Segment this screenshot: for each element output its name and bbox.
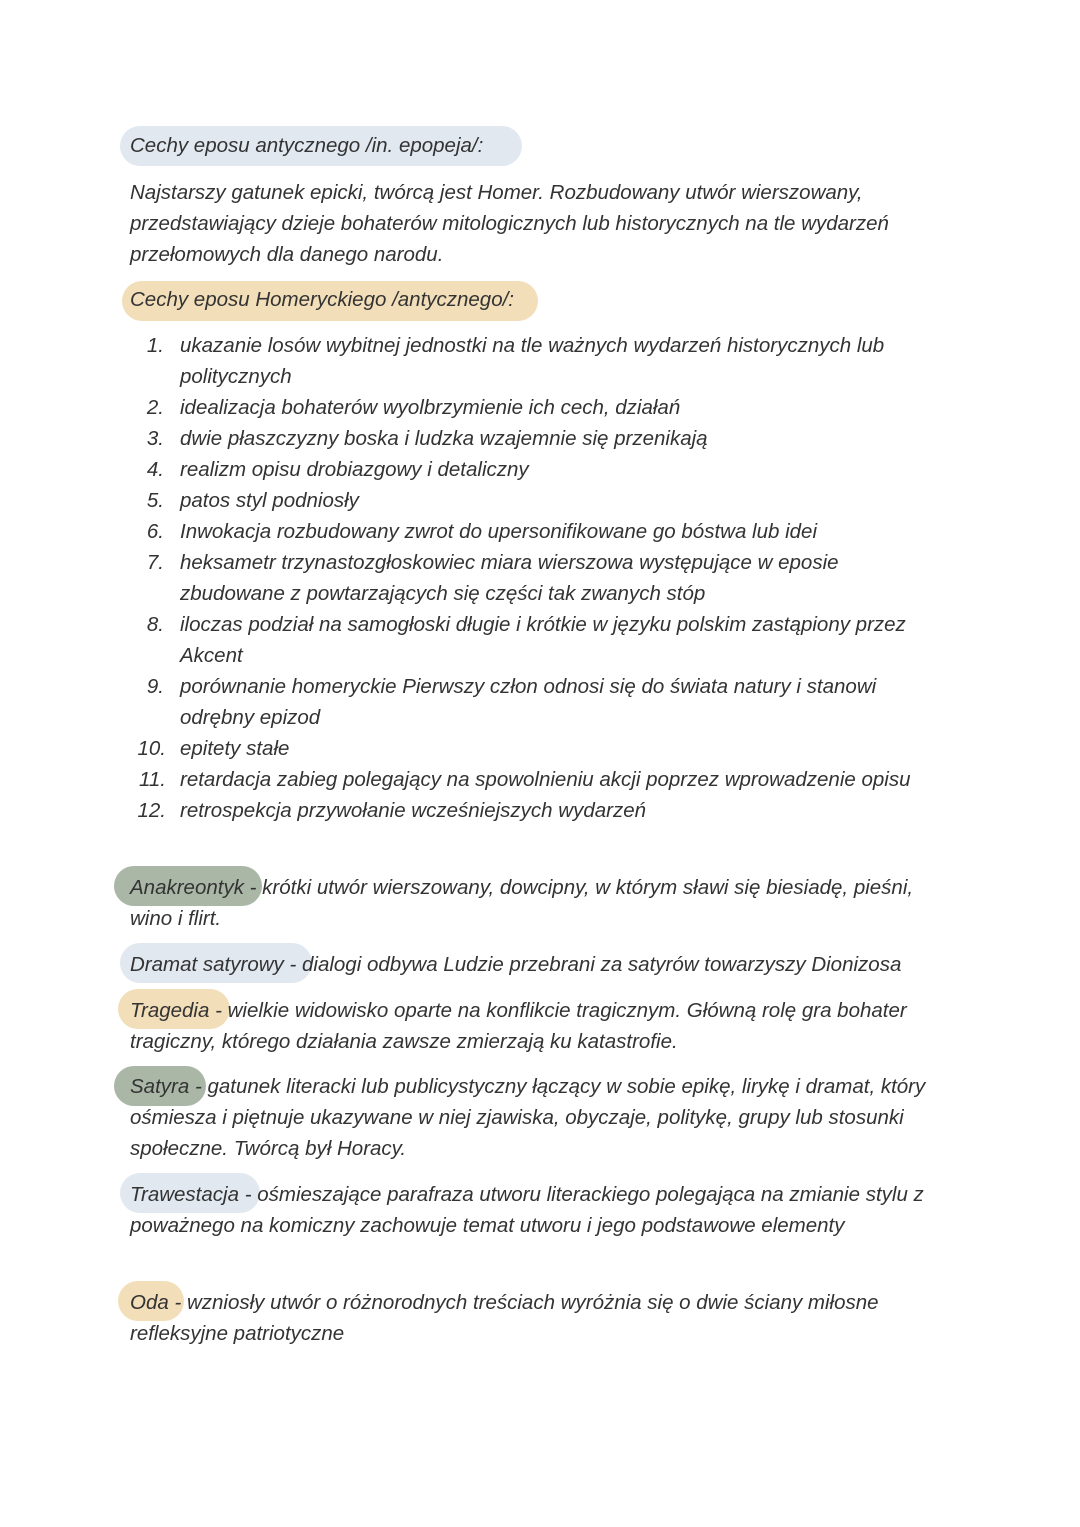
list-item: 3. dwie płaszczyzny boska i ludzka wzajemnie się przenikają [146,427,708,450]
definition-dramat-satyrowy: Dramat satyrowy - dialogi odbywa Ludzie przebrani za satyrów towarzyszy Dionizosa [130,953,902,976]
term-satyra: Satyra [130,1075,190,1098]
definition-oda: Oda - wzniosły utwór o różnorodnych treściach wyróżnia się o dwie ściany miłosne refleksyjne patriotyczne [130,1291,879,1345]
list-item: 11. retardacja zabieg polegający na spowolnieniu akcji poprzez wprowadzenie opisu [139,768,911,791]
term-dramat-satyrowy: Dramat satyrowy [130,953,284,976]
list-item: 6. Inwokacja rozbudowany zwrot do upersonifikowane go bóstwa lub idei [146,520,818,543]
definition-tragedia: Tragedia - wielkie widowisko oparte na konflikcie tragicznym. Główną rolę gra bohater tragiczny, którego działania zawsze zmierzają ku katastrofie. [130,999,907,1053]
list-item: 10. epitety stałe [137,737,290,760]
list-item: 2. idealizacja bohaterów wyolbrzymienie ich cech, działań [146,396,681,419]
list-item: 1. ukazanie losów wybitnej jednostki na tle ważnych wydarzeń historycznych lub politycznych [146,334,885,388]
list-item: 4. realizm opisu drobiazgowy i detaliczny [146,458,529,481]
list-item: 5. patos styl podniosły [146,489,359,512]
intro-paragraph: Najstarszy gatunek epicki, twórcą jest Homer. Rozbudowany utwór wierszowany, przedstawiający dzieje bohaterów mitologicznych lub historycznych na tle wydarzeń przełomowych dla danego narodu. [130,181,889,266]
list-item: 8. iloczas podział na samogłoski długie i krótkie w języku polskim zastąpiony przez Akcent [146,613,906,667]
term-tragedia: Tragedia [130,999,210,1022]
definition-satyra: Satyra - gatunek literacki lub publicystyczny łączący w sobie epikę, lirykę i dramat, który ośmiesza i piętnuje ukazywane w niej zjawiska, obyczaje, politykę, grupy lub stosunki społeczne. Twórcą był Horacy. [130,1075,926,1160]
term-anakreontyk: Anakreontyk [130,876,244,899]
term-oda: Oda [130,1291,169,1314]
list-item: 9. porównanie homeryckie Pierwszy człon odnosi się do świata natury i stanowi odrębny epizod [146,675,877,729]
term-trawestacja: Trawestacja [130,1183,239,1206]
list-item: 12. retrospekcja przywołanie wcześniejszych wydarzeń [137,799,646,822]
heading-epos-homerycki: Cechy eposu Homeryckiego /antycznego/: [130,288,515,311]
heading-epos-antyczny: Cechy eposu antycznego /in. epopeja/: [130,134,484,157]
list-item: 7. heksametr trzynastozgłoskowiec miara wierszowa występujące w eposie zbudowane z powtarzających się części tak zwanych stóp [146,551,839,605]
features-list [114,330,934,826]
definition-anakreontyk: Anakreontyk - krótki utwór wierszowany, dowcipny, w którym sławi się biesiadę, pieśni, wino i flirt. [130,876,914,930]
definition-trawestacja: Trawestacja - ośmieszające parafraza utworu literackiego polegająca na zmianie stylu z poważnego na komiczny zachowuje temat utworu i jego podstawowe elementy [130,1183,924,1237]
